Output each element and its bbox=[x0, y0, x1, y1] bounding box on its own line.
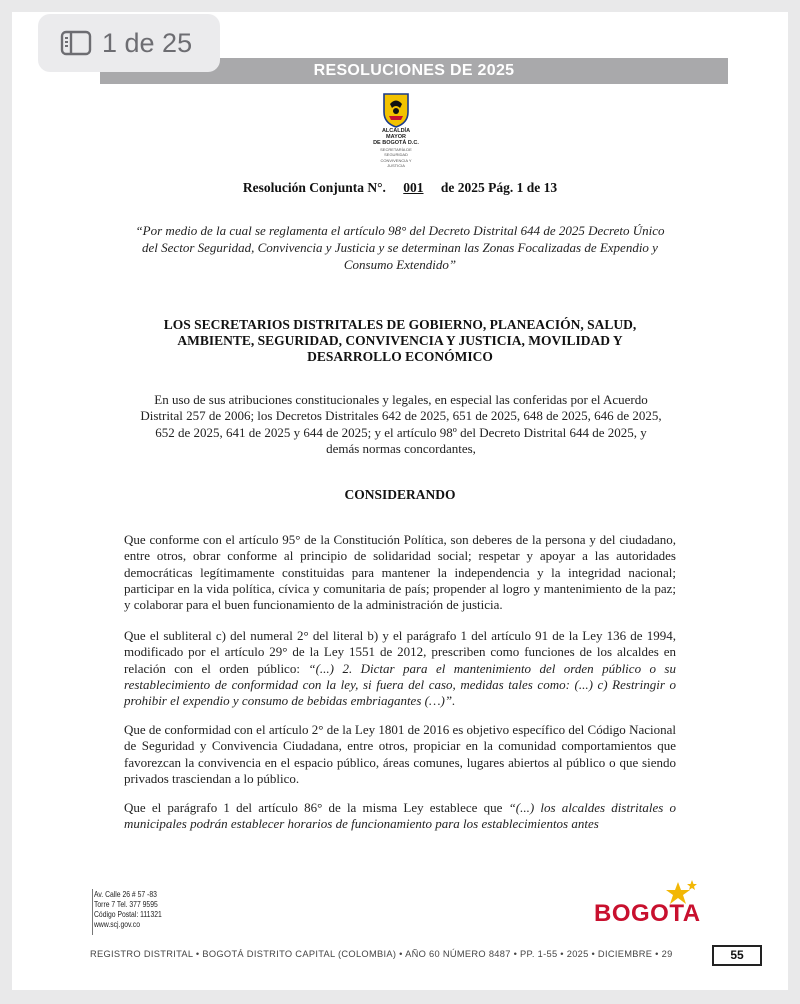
registro-footer: REGISTRO DISTRITAL • BOGOTÁ DISTRITO CAPITAL (COLOMBIA) • AÑO 60 NÚMERO 8487 • PP. 1-55 • 2025 • DICIEMBRE • 29 bbox=[90, 949, 673, 959]
resolution-title bbox=[150, 180, 650, 196]
address-line1: Av. Calle 26 # 57 -83 bbox=[94, 890, 157, 899]
paragraph-3: Que de conformidad con el artículo 2° de la Ley 1801 de 2016 es objetivo específico del Código Nacional de Seguridad y Convivencia Ciudadana, entre otros, propiciar en la comunidad comportamientos que favorezcan la convivencia en el espacio público, áreas comunes, lugares abiertos al público o que siendo privados trasciendan a lo público. bbox=[124, 722, 676, 786]
paragraph-4-quote: “(...) los alcaldes distritales o municipales podrán establecer horarios de funcionamiento para los establecimientos antes bbox=[124, 800, 676, 832]
considerando-heading: CONSIDERANDO bbox=[344, 487, 456, 502]
secretaries-heading: LOS SECRETARIOS DISTRITALES DE GOBIERNO, PLANEACIÓN, SALUD, AMBIENTE, SEGURIDAD, CONVIVENCIA Y JUSTICIA, MOVILIDAD Y DESARROLLO ECONÓMICO bbox=[163, 317, 637, 364]
address-line3: Código Postal: 111321 bbox=[94, 910, 162, 919]
star-icon bbox=[664, 880, 698, 906]
resolution-suffix: de 2025 Pág. 1 de 13 bbox=[440, 180, 558, 195]
resolution-number: 001 bbox=[403, 180, 424, 195]
coat-of-arms-icon bbox=[381, 92, 411, 128]
paragraph-1: Que conforme con el artículo 95° de la Constitución Política, son deberes de la persona y del ciudadano, entre otros, obrar conforme al principio de solidaridad social; respetar y apoyar a las autoridades democráticas legítimamente constituidas para mantener la independencia y la integridad nacional; participar en la vida política, cívica y comunitaria de país; propender al logro y mantenimiento de la paz; y colaborar para el buen funcionamiento de la administración de justicia. bbox=[124, 532, 676, 613]
page-counter[interactable] bbox=[38, 14, 220, 72]
paragraph-2 bbox=[124, 628, 676, 709]
paragraph-2-quote: “(...) 2. Dictar para el mantenimiento del orden público o su restablecimiento de conformidad con la ley, si fuera del caso, medidas tales como: (...) c) Restringir o prohibir el expendio y consumo de bebidas embriagantes (…)”. bbox=[124, 660, 676, 709]
intro-paragraph: En uso de sus atribuciones constitucionales y legales, en especial las conferidas por el Acuerdo Distrital 257 de 2006; los Decretos Distritales 642 de 2025, 651 de 2025, 648 de 2025, 646 de 2025, 652 de 2025, 641 de 2025 y 644 de 2025; y el artículo 98º del Decreto Distrital 644 de 2025, y demás normas concordantes, bbox=[140, 392, 662, 456]
page-counter-label: 1 de 25 bbox=[102, 27, 193, 58]
address-website: www.scj.gov.co bbox=[94, 920, 140, 929]
logo-line1: ALCALDÍA MAYOR bbox=[381, 128, 411, 140]
page-number-box: 55 bbox=[712, 945, 762, 966]
resolution-subject: “Por medio de la cual se reglamenta el artículo 98° del Decreto Distrital 644 de 2025 Decreto Único del Sector Seguridad, Convivencia y Justicia y se determinan las Zonas Focalizadas de Expendio y Consumo Extendido” bbox=[135, 223, 665, 272]
paragraph-4 bbox=[124, 800, 676, 833]
logo-line4: CONVIVENCIA Y JUSTICIA bbox=[380, 158, 412, 168]
header-bar: RESOLUCIONES DE 2025 bbox=[100, 58, 728, 84]
page-sidebar-icon bbox=[60, 30, 92, 56]
bogota-wordmark: BOGOTA bbox=[594, 900, 701, 927]
alcaldia-logo bbox=[372, 92, 420, 168]
address-divider bbox=[92, 889, 93, 935]
logo-line2: DE BOGOTÁ D.C. bbox=[373, 140, 419, 146]
address-line2: Torre 7 Tel. 377 9595 bbox=[94, 900, 158, 909]
logo-line3: SECRETARÍA DE SEGURIDAD bbox=[380, 147, 412, 157]
paragraph-2-text: Que el subliteral c) del numeral 2° del literal b) y el parágrafo 1 del artículo 91 de la Ley 136 de 1994, modificado por el artículo 29° de la Ley 1551 de 2012, prescriben como funciones de los alcaldes en relación con el orden público: bbox=[124, 628, 676, 676]
paragraph-4-text: Que el parágrafo 1 del artículo 86° de la misma Ley establece que bbox=[124, 800, 509, 815]
address-block bbox=[94, 890, 162, 930]
resolution-prefix: Resolución Conjunta N°. bbox=[242, 180, 386, 195]
bogota-logo bbox=[594, 880, 704, 936]
